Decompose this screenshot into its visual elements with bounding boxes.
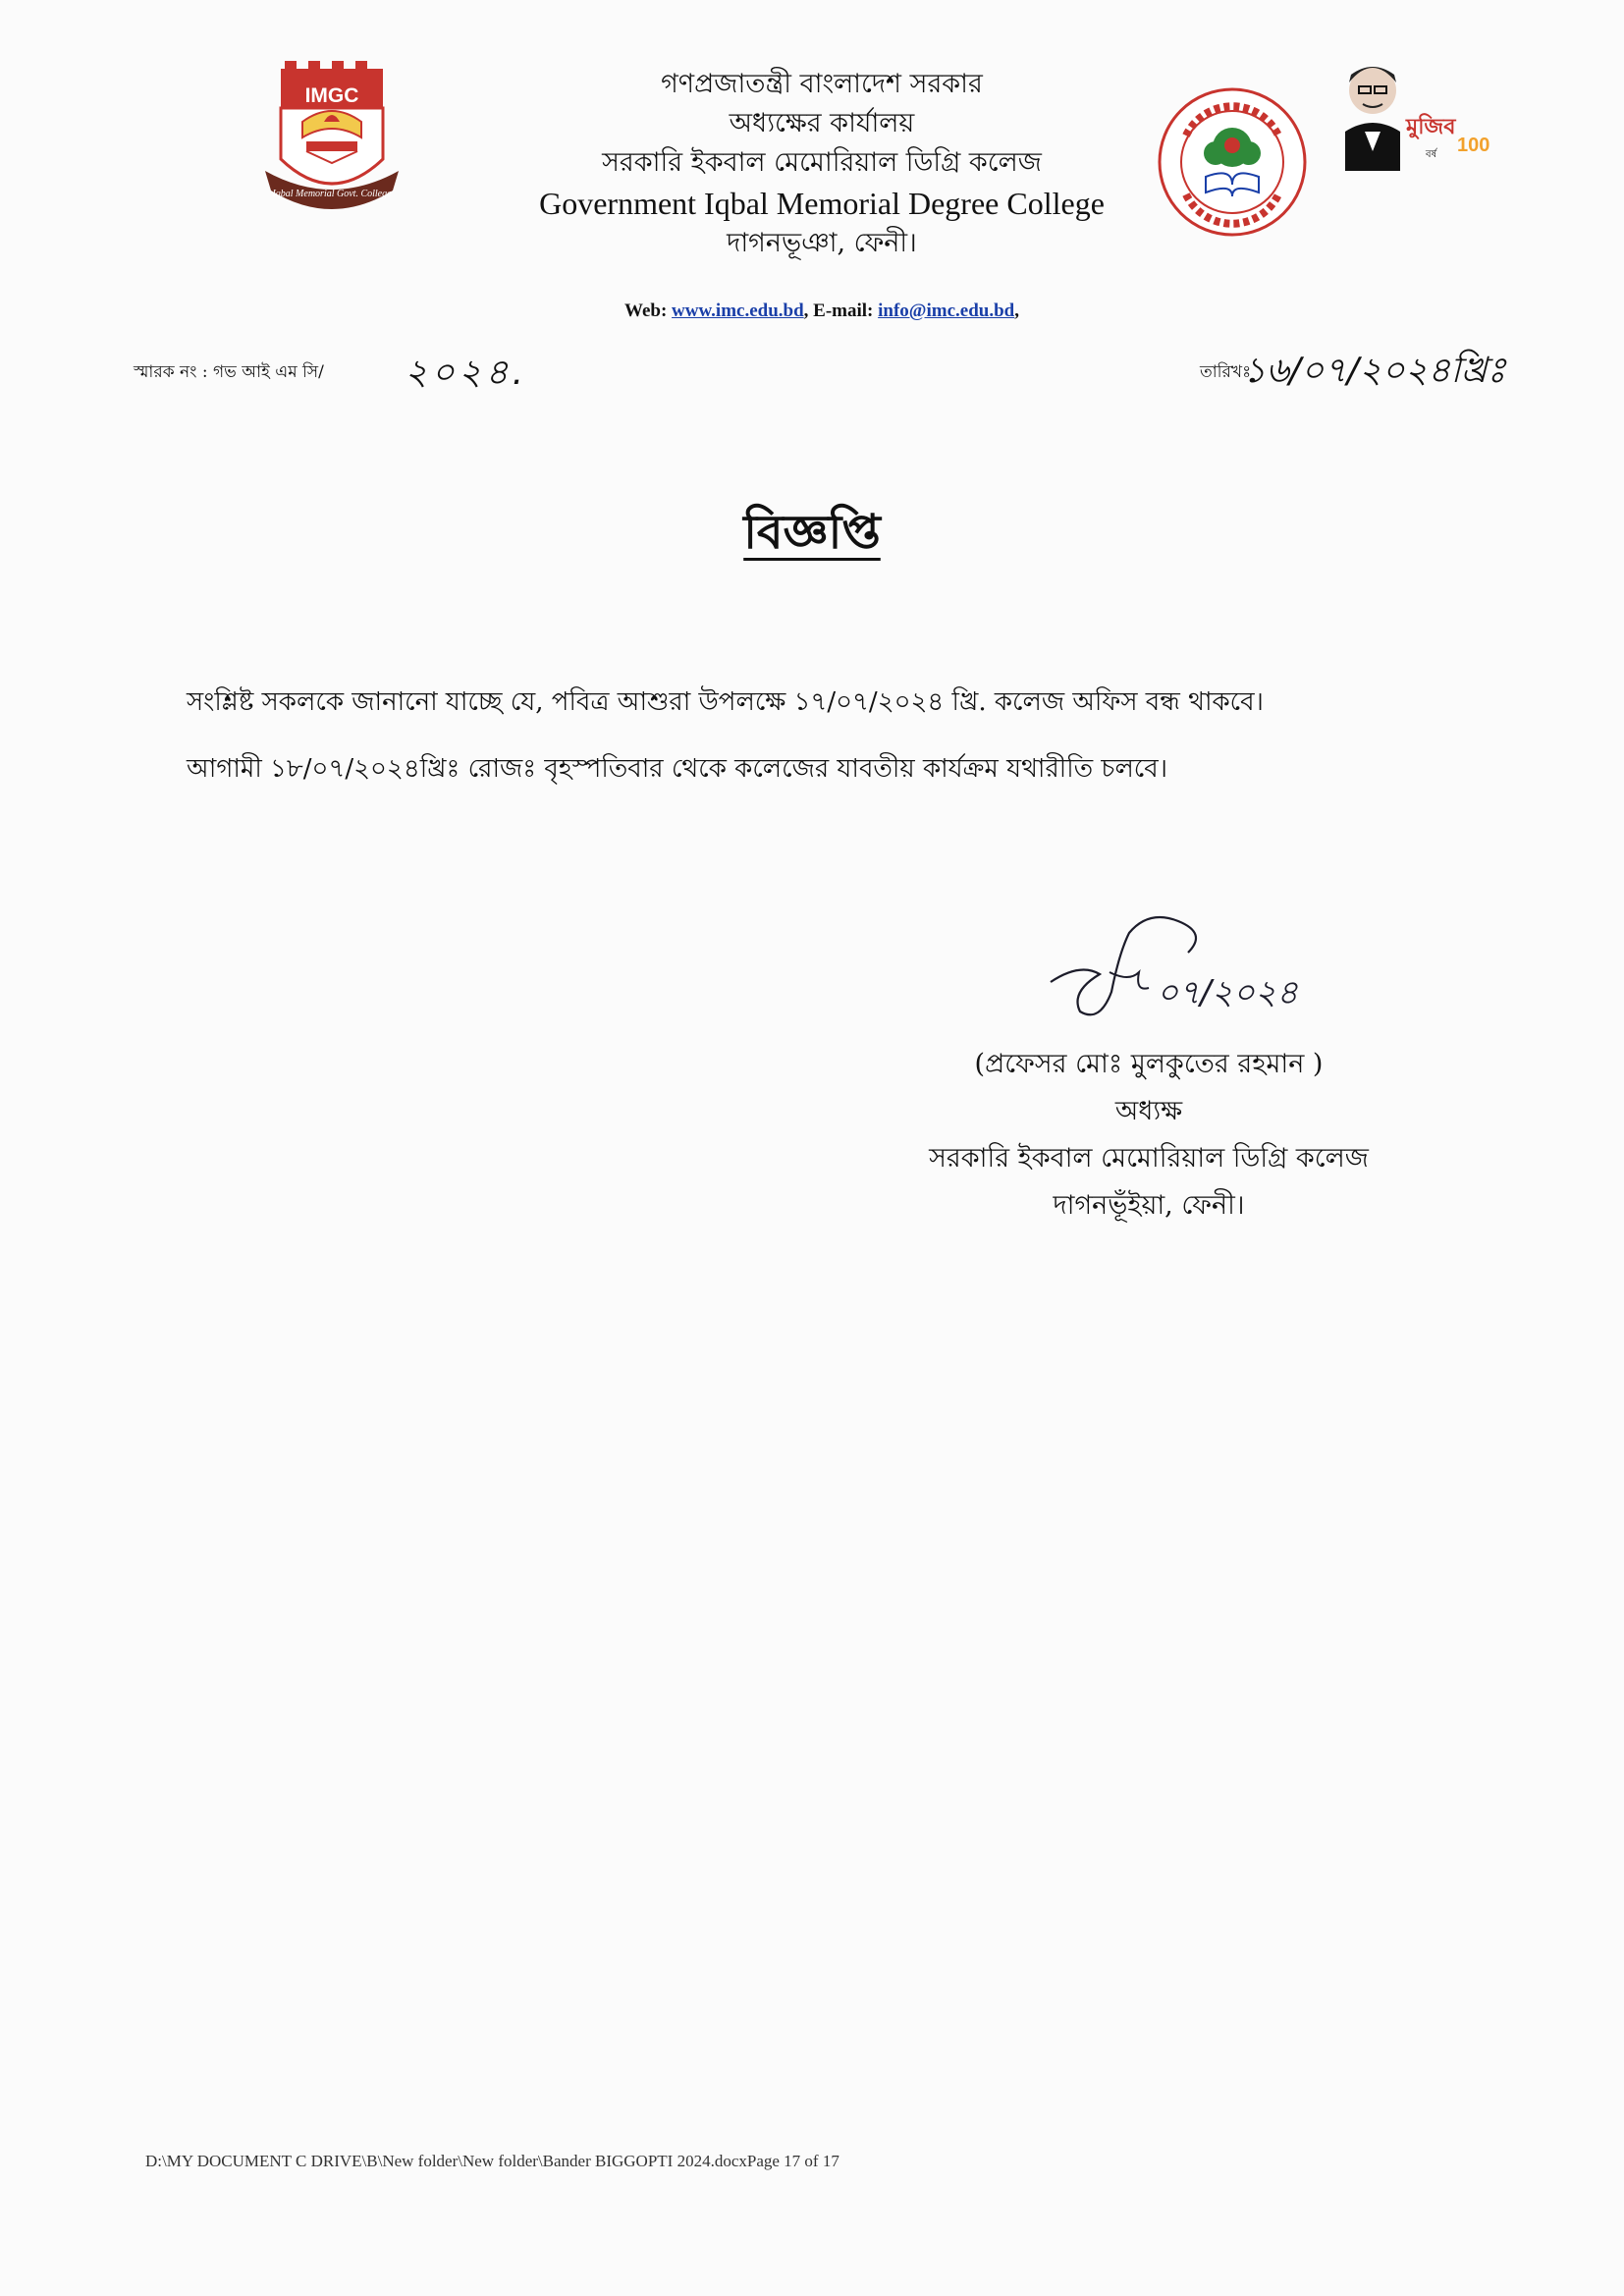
notice-title-text: বিজ্ঞপ্তি	[743, 505, 881, 560]
notice-body-line-1: সংশ্লিষ্ট সকলকে জানানো যাচ্ছে যে, পবিত্র আশুরা উপলক্ষে ১৭/০৭/২০২৪ খ্রি. কলেজ অফিস বন্ধ থাকবে।	[187, 687, 1264, 717]
contact-line	[412, 301, 1231, 322]
email-link[interactable]: info@imc.edu.bd	[878, 301, 1015, 321]
college-logo	[263, 61, 401, 223]
web-link[interactable]: www.imc.edu.bd	[672, 301, 804, 321]
svg-text:০৭/২০২৪: ০৭/২০২৪	[1157, 973, 1299, 1012]
education-emblem	[1157, 86, 1308, 238]
signatory-block	[884, 1041, 1414, 1230]
header-office: অধ্যক্ষের কার্যালয়	[729, 108, 915, 138]
header-college-bn: সরকারি ইকবাল মেমোরিয়াল ডিগ্রি কলেজ	[602, 147, 1042, 178]
date-handwritten: ১৬/০৭/২০২৪খ্রিঃ	[1243, 351, 1506, 391]
header-govt: গণপ্রজাতন্ত্রী বাংলাদেশ সরকার	[661, 69, 983, 99]
signatory-name: (প্রফেসর মোঃ মুলকুতের রহমান )	[974, 1049, 1324, 1079]
svg-text:100: 100	[1457, 135, 1490, 156]
header-location: দাগনভূঞা, ফেনী।	[727, 228, 917, 258]
svg-text:মুজিব: মুজিব	[1406, 115, 1456, 139]
signatory-designation: অধ্যক্ষ	[1114, 1096, 1183, 1126]
logo-ribbon-text: Iqbal Memorial Govt. College	[272, 189, 392, 199]
contact-trailing: ,	[1014, 301, 1019, 321]
memo-number-label: স্মারক নং : গভ আই এম সি/	[134, 362, 324, 382]
date-label: তারিখঃ	[1200, 362, 1252, 382]
notice-body-line-2: আগামী ১৮/০৭/২০২৪খ্রিঃ রোজঃ বৃহস্পতিবার থেকে কলেজের যাবতীয় কার্যক্রম যথারীতি চলবে।	[187, 754, 1168, 784]
signatory-college: সরকারি ইকবাল মেমোরিয়াল ডিগ্রি কলেজ	[929, 1143, 1369, 1174]
header-college-en: Government Iqbal Memorial Degree College	[539, 186, 1105, 221]
svg-text:বর্ষ: বর্ষ	[1426, 149, 1437, 160]
notice-title	[0, 497, 1624, 574]
handwritten-signature	[1041, 913, 1335, 1041]
logo-badge-text: IMGC	[304, 84, 359, 107]
letterhead	[412, 65, 1231, 263]
signatory-location: দাগনভূঁইয়া, ফেনী।	[1053, 1190, 1245, 1221]
centenary-logo	[1335, 53, 1490, 171]
email-label: , E-mail:	[803, 301, 874, 321]
web-label: Web:	[624, 301, 668, 321]
file-path-footer: D:\MY DOCUMENT C DRIVE\B\New folder\New folder\Bander BIGGOPTI 2024.docxPage 17 of 17	[145, 2152, 839, 2170]
memo-number-handwritten: ২০২৪.	[405, 353, 528, 393]
